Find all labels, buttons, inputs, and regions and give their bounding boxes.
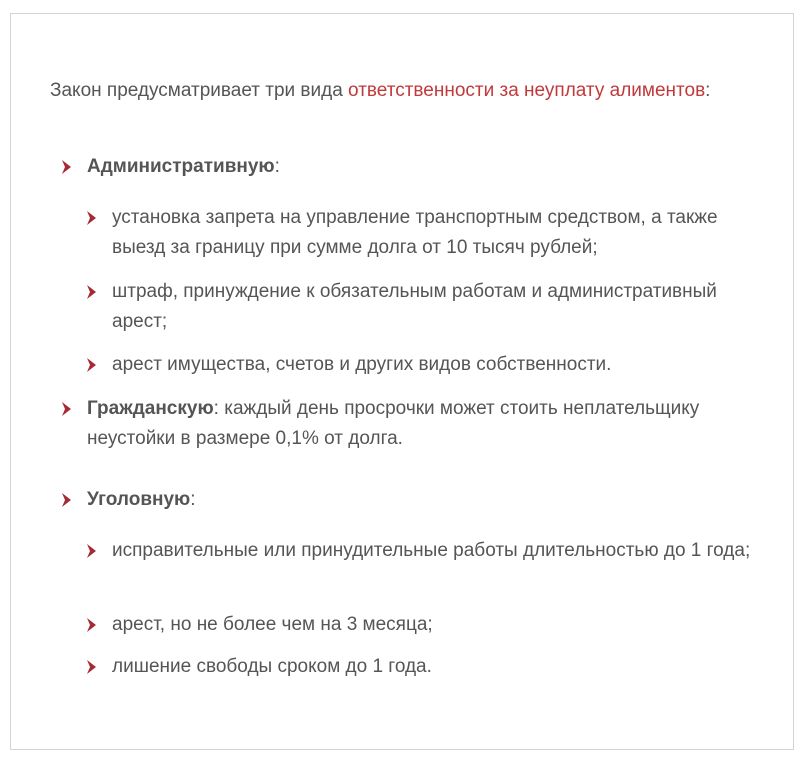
criminal-item-2: арест, но не более чем на 3 месяца; — [112, 614, 433, 635]
list-item — [85, 350, 765, 380]
criminal-suffix: : — [190, 489, 196, 510]
chevron-right-icon — [85, 357, 99, 373]
list-item — [85, 610, 765, 640]
civil-title: Гражданскую — [87, 398, 214, 419]
list-item-administrative — [60, 152, 760, 182]
criminal-item-3: лишение свободы сроком до 1 года. — [112, 656, 432, 677]
intro-paragraph — [50, 76, 730, 106]
chevron-right-icon — [85, 617, 99, 633]
list-item-criminal — [60, 485, 760, 515]
chevron-right-icon — [85, 210, 99, 226]
list-item — [85, 277, 765, 337]
criminal-item-1: исправительные или принудительные работы длительностью до 1 года; — [112, 540, 751, 561]
list-item — [85, 203, 765, 263]
chevron-right-icon — [85, 659, 99, 675]
administrative-item-3: арест имущества, счетов и других видов собственности. — [112, 354, 612, 375]
list-item — [85, 536, 765, 566]
intro-colon: : — [705, 80, 711, 101]
intro-text: Закон предусматривает три вида — [50, 80, 349, 101]
civil-text: : каждый день просрочки может стоить неплательщику неустойки в размере 0,1% от долга. — [87, 398, 700, 449]
administrative-item-2: штраф, принуждение к обязательным работам и административный арест; — [112, 281, 717, 332]
chevron-right-icon — [85, 284, 99, 300]
chevron-right-icon — [60, 492, 74, 508]
chevron-right-icon — [85, 543, 99, 559]
administrative-title: Административную — [87, 156, 275, 177]
criminal-title: Уголовную — [87, 489, 191, 510]
administrative-item-1: установка запрета на управление транспортным средством, а также выезд за границу при сумме долга от 10 тысяч рублей; — [112, 207, 718, 258]
liability-link[interactable]: ответственности за неуплату алиментов — [348, 80, 706, 101]
list-item — [85, 652, 765, 682]
chevron-right-icon — [60, 159, 74, 175]
list-item-civil — [60, 394, 760, 454]
content-card — [10, 13, 794, 750]
chevron-right-icon — [60, 401, 74, 417]
administrative-suffix: : — [274, 156, 280, 177]
